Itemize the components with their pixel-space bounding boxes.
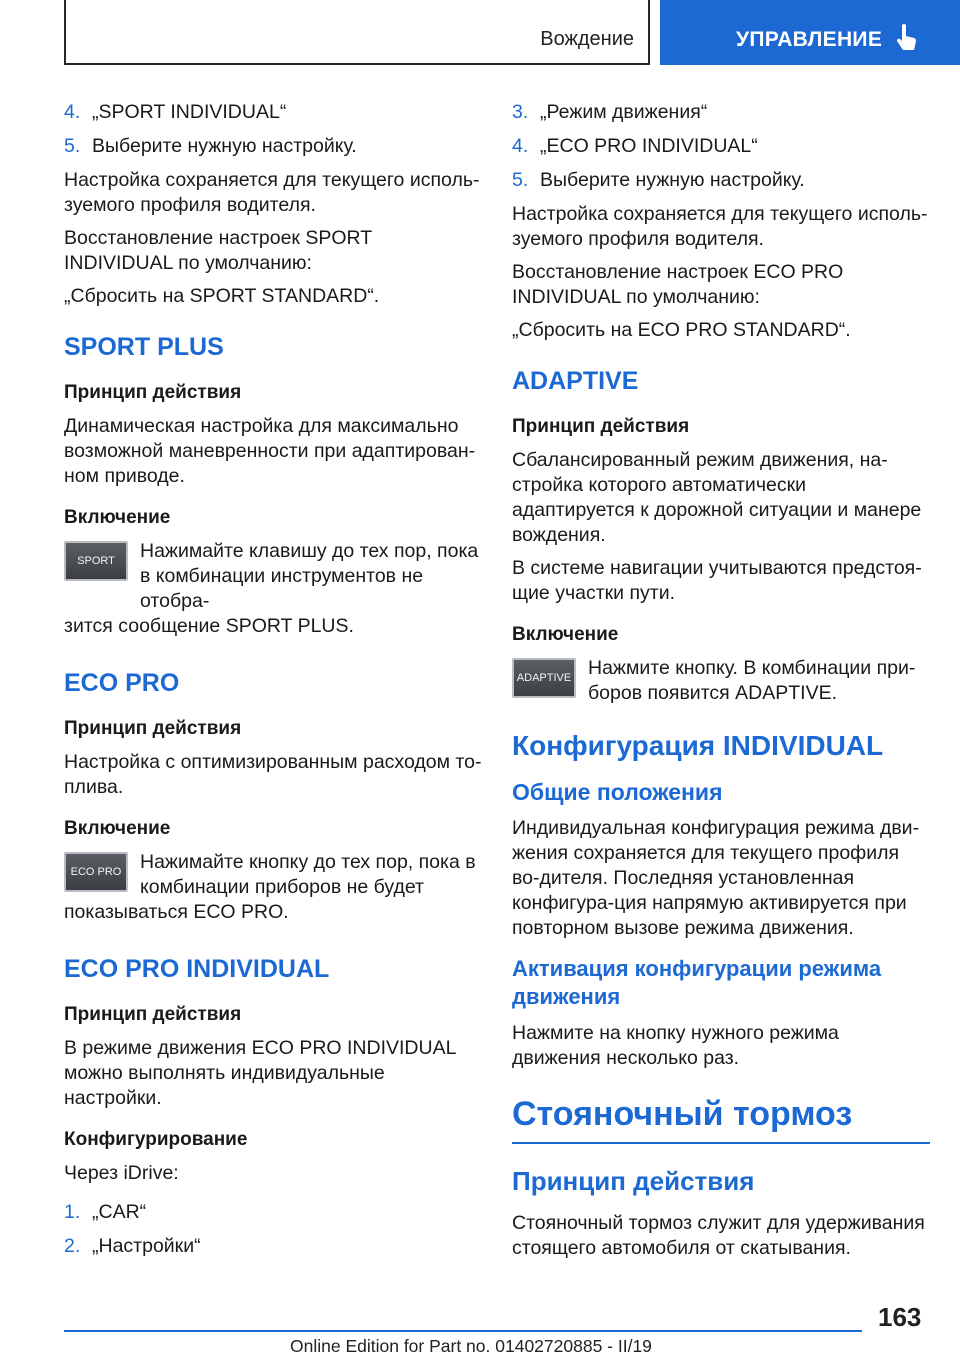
adaptive-button-icon: ADAPTIVE xyxy=(512,658,576,698)
button-instruction: SPORT Нажимайте клавишу до тех пор, пока в комбинации инструментов не отобра- зится сообщение SPORT PLUS. xyxy=(64,540,479,637)
eco-pro-button-icon: ECO PRO xyxy=(64,852,128,892)
paragraph: Через iDrive: xyxy=(64,1162,179,1184)
sport-button-icon: SPORT xyxy=(64,541,128,581)
paragraph: „Сбросить на ECO PRO STANDARD“. xyxy=(512,319,851,341)
subheading: Принцип действия xyxy=(64,1004,242,1025)
section-heading-eco-pro: ECO PRO xyxy=(64,669,180,697)
paragraph: Восстановление настроек SPORT INDIVIDUAL по умолчанию: xyxy=(64,227,372,274)
subheading: Включение xyxy=(512,624,619,645)
list-item: 2. „Настройки“ xyxy=(64,1235,201,1257)
page-number: 163 xyxy=(878,1302,922,1332)
paragraph: Индивидуальная конфигурация режима дви-жения сохраняется для текущего профиля во-дителя. Последняя установленная конфигура-ция напрямую активируется при повторном вызове режима движения. xyxy=(512,817,920,939)
paragraph: В системе навигации учитываются предстоя-щие участки пути. xyxy=(512,557,922,604)
paragraph: В режиме движения ECO PRO INDIVIDUAL можно выполнять индивидуальные настройки. xyxy=(64,1037,456,1109)
paragraph: Нажмите на кнопку нужного режима движения несколько раз. xyxy=(512,1022,839,1069)
subheading-general: Общие положения xyxy=(512,779,723,805)
button-instruction: ADAPTIVE Нажмите кнопку. В комбинации при-боров появится ADAPTIVE. xyxy=(512,656,930,706)
paragraph: Настройка сохраняется для текущего исполь-зуемого профиля водителя. xyxy=(512,203,928,250)
paragraph: Стояночный тормоз служит для удерживания стоящего автомобиля от скатывания. xyxy=(512,1212,925,1259)
list-item: 1. „CAR“ xyxy=(64,1201,147,1223)
hand-pointer-icon xyxy=(896,24,918,52)
list-item: 3. „Режим движения“ xyxy=(512,101,708,123)
list-item: 5. Выберите нужную настройку. xyxy=(512,169,805,191)
paragraph: „Сбросить на SPORT STANDARD“. xyxy=(64,285,380,307)
chapter-label: Вождение xyxy=(540,28,634,50)
subheading: Включение xyxy=(64,507,171,528)
header-section-tab xyxy=(660,0,960,65)
section-heading-config: Конфигурация INDIVIDUAL xyxy=(512,730,884,761)
section-label: УПРАВЛЕНИЕ xyxy=(736,28,883,51)
edition-note: Online Edition for Part no. 01402720885 - II/19 xyxy=(290,1336,652,1356)
paragraph: Настройка с оптимизированным расходом то-плива. xyxy=(64,751,482,798)
subheading: Конфигурирование xyxy=(64,1129,248,1150)
paragraph: Восстановление настроек ECO PRO INDIVIDUAL по умолчанию: xyxy=(512,261,844,308)
list-item: 4. „SPORT INDIVIDUAL“ xyxy=(64,101,287,123)
subheading-principle: Принцип действия xyxy=(512,1166,755,1196)
paragraph: Сбалансированный режим движения, на-стройка которого автоматически адаптируется к дорожной ситуации и манере вождения. xyxy=(512,449,922,546)
subheading: Включение xyxy=(64,818,171,839)
subheading: Принцип действия xyxy=(64,382,242,403)
header-chapter-tab xyxy=(64,0,650,65)
section-heading-sport-plus: SPORT PLUS xyxy=(64,333,224,361)
section-heading-eco-pro-individual: ECO PRO INDIVIDUAL xyxy=(64,955,330,983)
subheading: Принцип действия xyxy=(512,416,690,437)
list-item: 5. Выберите нужную настройку. xyxy=(64,135,357,157)
button-instruction: ECO PRO Нажимайте кнопку до тех пор, пока в комбинации приборов не будет показываться ECO PRO. xyxy=(64,851,476,923)
footer-divider xyxy=(64,1330,862,1332)
paragraph: Динамическая настройка для максимально возможной маневренности при адаптирован-ном приводе. xyxy=(64,415,476,487)
subheading-activation: Активация конфигурации режима движения xyxy=(512,956,882,1009)
subheading: Принцип действия xyxy=(64,718,242,739)
section-heading-adaptive: ADAPTIVE xyxy=(512,367,639,395)
paragraph: Настройка сохраняется для текущего исполь-зуемого профиля водителя. xyxy=(64,169,480,216)
left-column xyxy=(64,100,482,1268)
chapter-heading-parking-brake: Стояночный тормоз xyxy=(512,1095,930,1144)
right-column xyxy=(512,100,930,1269)
list-item: 4. „ECO PRO INDIVIDUAL“ xyxy=(512,135,758,157)
